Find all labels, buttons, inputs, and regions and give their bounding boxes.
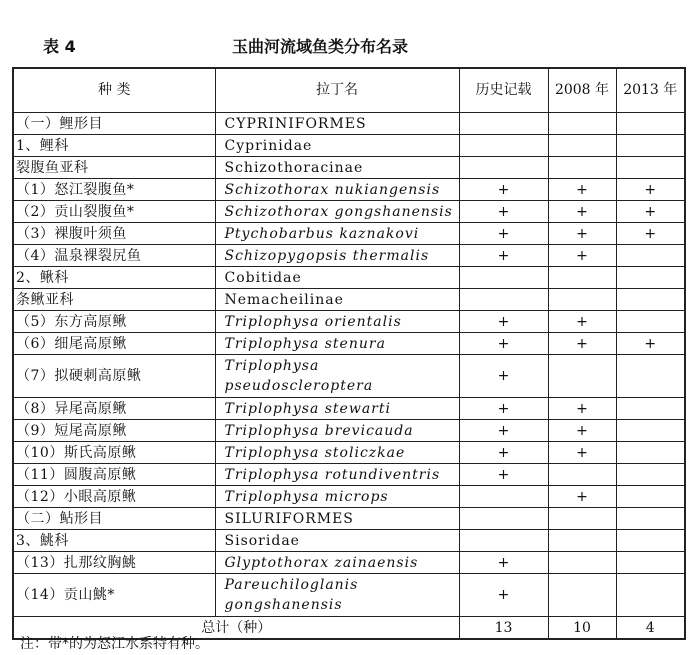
history-cell: + xyxy=(459,442,548,464)
y2008-cell: + xyxy=(548,201,616,223)
y2008-cell xyxy=(548,157,616,179)
total-label: 总计（种） xyxy=(13,617,459,640)
history-cell: + xyxy=(459,223,548,245)
history-cell: + xyxy=(459,574,548,617)
table-row xyxy=(13,530,685,552)
history-cell: + xyxy=(459,245,548,267)
footnote: 注：带*的为怒江水系特有种。 xyxy=(20,636,209,652)
table-row xyxy=(13,289,685,311)
species-name-cell: （3）裸腹叶须鱼 xyxy=(13,223,215,245)
latin-name-cell: Triplophysa stenura xyxy=(215,333,459,355)
y2013-cell xyxy=(616,508,685,530)
fish-distribution-table xyxy=(12,67,686,640)
latin-name-cell: Triplophysa stewarti xyxy=(215,398,459,420)
latin-name-cell: Schizopygopsis thermalis xyxy=(215,245,459,267)
table-row xyxy=(13,135,685,157)
y2013-cell xyxy=(616,355,685,398)
header-2013: 2013 年 xyxy=(616,68,685,113)
latin-name-cell: Schizothorax gongshanensis xyxy=(215,201,459,223)
latin-name-cell: Glyptothorax zainaensis xyxy=(215,552,459,574)
total-2008: 10 xyxy=(548,617,616,640)
history-cell: + xyxy=(459,355,548,398)
table-row xyxy=(13,245,685,267)
history-cell: + xyxy=(459,464,548,486)
species-name-cell: （8）异尾高原鳅 xyxy=(13,398,215,420)
y2013-cell xyxy=(616,289,685,311)
species-name-cell: （6）细尾高原鳅 xyxy=(13,333,215,355)
table-row xyxy=(13,464,685,486)
species-name-cell: （一）鲤形目 xyxy=(13,113,215,135)
y2013-cell xyxy=(616,135,685,157)
latin-name-cell: Cyprinidae xyxy=(215,135,459,157)
y2013-cell: + xyxy=(616,201,685,223)
y2013-cell xyxy=(616,552,685,574)
table-number: 表 4 xyxy=(43,37,76,56)
y2013-cell xyxy=(616,530,685,552)
y2008-cell: + xyxy=(548,333,616,355)
y2013-cell: + xyxy=(616,179,685,201)
y2008-cell: + xyxy=(548,179,616,201)
header-history: 历史记载 xyxy=(459,68,548,113)
latin-name-cell: Ptychobarbus kaznakovi xyxy=(215,223,459,245)
history-cell: + xyxy=(459,333,548,355)
header-latin: 拉丁名 xyxy=(215,68,459,113)
species-name-cell: （10）斯氏高原鳅 xyxy=(13,442,215,464)
table-row xyxy=(13,442,685,464)
header-row xyxy=(13,68,685,113)
latin-name-cell: Sisoridae xyxy=(215,530,459,552)
table-row xyxy=(13,420,685,442)
latin-name-cell: Schizothorax nukiangensis xyxy=(215,179,459,201)
table-row xyxy=(13,179,685,201)
y2008-cell xyxy=(548,574,616,617)
species-name-cell: （9）短尾高原鳅 xyxy=(13,420,215,442)
y2013-cell xyxy=(616,442,685,464)
y2008-cell xyxy=(548,289,616,311)
history-cell xyxy=(459,289,548,311)
y2008-cell: + xyxy=(548,311,616,333)
history-cell: + xyxy=(459,201,548,223)
latin-name-cell: Cobitidae xyxy=(215,267,459,289)
species-name-cell: （11）圆腹高原鳅 xyxy=(13,464,215,486)
y2008-cell: + xyxy=(548,442,616,464)
y2013-cell xyxy=(616,398,685,420)
species-name-cell: 条鳅亚科 xyxy=(13,289,215,311)
y2013-cell xyxy=(616,486,685,508)
table-row xyxy=(13,508,685,530)
latin-name-cell: Triplophysa brevicauda xyxy=(215,420,459,442)
history-cell: + xyxy=(459,420,548,442)
y2008-cell xyxy=(548,530,616,552)
latin-name-cell: Pareuchiloglanis gongshanensis xyxy=(215,574,459,617)
y2013-cell xyxy=(616,267,685,289)
table-title: 玉曲河流域鱼类分布名录 xyxy=(232,37,409,56)
y2013-cell xyxy=(616,245,685,267)
species-name-cell: （1）怒江裂腹鱼* xyxy=(13,179,215,201)
y2008-cell: + xyxy=(548,486,616,508)
species-name-cell: 1、鲤科 xyxy=(13,135,215,157)
y2013-cell xyxy=(616,420,685,442)
table-row xyxy=(13,552,685,574)
history-cell xyxy=(459,530,548,552)
species-name-cell: 3、鮡科 xyxy=(13,530,215,552)
y2008-cell: + xyxy=(548,223,616,245)
species-name-cell: （4）温泉裸裂尻鱼 xyxy=(13,245,215,267)
species-name-cell: （2）贡山裂腹鱼* xyxy=(13,201,215,223)
y2013-cell xyxy=(616,464,685,486)
total-2013: 4 xyxy=(616,617,685,640)
latin-name-cell: Schizothoracinae xyxy=(215,157,459,179)
species-name-cell: 裂腹鱼亚科 xyxy=(13,157,215,179)
y2008-cell xyxy=(548,135,616,157)
history-cell: + xyxy=(459,179,548,201)
y2013-cell xyxy=(616,157,685,179)
history-cell xyxy=(459,157,548,179)
table-row xyxy=(13,157,685,179)
history-cell: + xyxy=(459,398,548,420)
table-row xyxy=(13,333,685,355)
table-row xyxy=(13,574,685,617)
history-cell xyxy=(459,267,548,289)
table-row xyxy=(13,398,685,420)
table-row xyxy=(13,355,685,398)
table-caption xyxy=(0,34,700,58)
y2013-cell xyxy=(616,574,685,617)
table-row xyxy=(13,486,685,508)
latin-name-cell: CYPRINIFORMES xyxy=(215,113,459,135)
latin-name-cell: Triplophysa microps xyxy=(215,486,459,508)
history-cell xyxy=(459,113,548,135)
y2008-cell xyxy=(548,113,616,135)
latin-name-cell: SILURIFORMES xyxy=(215,508,459,530)
latin-name-cell: Triplophysa stoliczkae xyxy=(215,442,459,464)
species-name-cell: （5）东方高原鳅 xyxy=(13,311,215,333)
latin-name-cell: Nemacheilinae xyxy=(215,289,459,311)
y2008-cell xyxy=(548,464,616,486)
table-row xyxy=(13,201,685,223)
y2008-cell xyxy=(548,552,616,574)
table-row xyxy=(13,223,685,245)
y2008-cell xyxy=(548,267,616,289)
y2008-cell xyxy=(548,508,616,530)
latin-name-cell: Triplophysa orientalis xyxy=(215,311,459,333)
y2013-cell xyxy=(616,113,685,135)
y2008-cell: + xyxy=(548,398,616,420)
species-name-cell: （14）贡山鮡* xyxy=(13,574,215,617)
latin-name-cell: Triplophysa pseudoscleroptera xyxy=(215,355,459,398)
history-cell xyxy=(459,486,548,508)
table-row xyxy=(13,113,685,135)
table-body xyxy=(13,113,685,617)
y2008-cell: + xyxy=(548,245,616,267)
y2008-cell xyxy=(548,355,616,398)
history-cell xyxy=(459,508,548,530)
y2013-cell: + xyxy=(616,223,685,245)
y2013-cell: + xyxy=(616,333,685,355)
table-row xyxy=(13,311,685,333)
species-name-cell: （二）鲇形目 xyxy=(13,508,215,530)
latin-name-cell: Triplophysa rotundiventris xyxy=(215,464,459,486)
total-history: 13 xyxy=(459,617,548,640)
species-name-cell: （7）拟硬刺高原鳅 xyxy=(13,355,215,398)
history-cell xyxy=(459,135,548,157)
species-name-cell: （12）小眼高原鳅 xyxy=(13,486,215,508)
header-2008: 2008 年 xyxy=(548,68,616,113)
history-cell: + xyxy=(459,552,548,574)
y2013-cell xyxy=(616,311,685,333)
species-name-cell: 2、鳅科 xyxy=(13,267,215,289)
table-row xyxy=(13,267,685,289)
header-species: 种 类 xyxy=(13,68,215,113)
y2008-cell: + xyxy=(548,420,616,442)
species-name-cell: （13）扎那纹胸鮡 xyxy=(13,552,215,574)
history-cell: + xyxy=(459,311,548,333)
